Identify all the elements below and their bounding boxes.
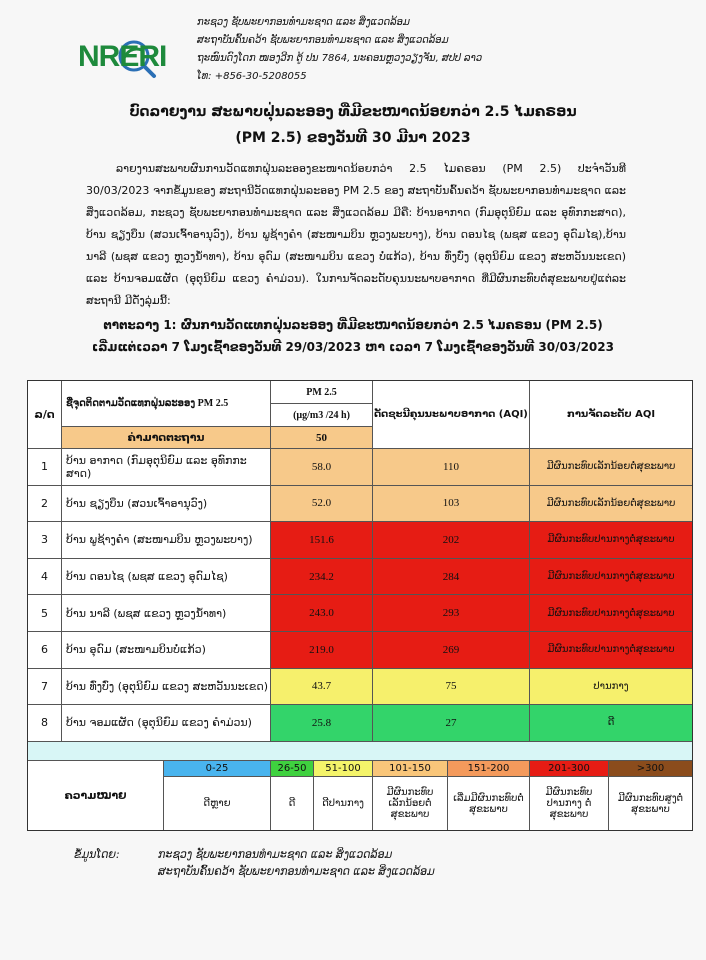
nreri-logo <box>72 18 172 84</box>
legend-range: 0-25 <box>164 761 271 777</box>
col-pm-unit: (µg/m3 /24 h) <box>271 404 373 427</box>
row-pm: 151.6 <box>271 522 373 559</box>
row-level: ມີຜົນກະທົບປານກາງຕໍ່ສຸຂະພາບ <box>530 595 692 632</box>
row-level: ມີຜົນກະທົບເລັກນ້ອຍຕໍ່ສຸຂະພາບ <box>530 449 692 486</box>
row-no: 4 <box>28 559 62 596</box>
standard-label: ຄ່າມາດຕະຖານ <box>62 427 271 449</box>
standard-value: 50 <box>271 427 373 449</box>
col-no-header: ລ/ດ <box>28 381 62 449</box>
footer-ministry: ກະຊວງ ຊັບພະຍາກອນທຳມະຊາດ ແລະ ສິ່ງແວດລ້ອມ <box>158 848 393 861</box>
legend-range: 151-200 <box>448 761 530 777</box>
footer-label: ຂໍ້ມູນໂດຍ: <box>74 848 120 861</box>
row-level: ມີຜົນກະທົບປານກາງຕໍ່ສຸຂະພາບ <box>530 522 692 559</box>
row-no: 7 <box>28 669 62 706</box>
legend-meaning: ມີຜົນກະທົບສູງຕໍ່ສຸຂະພາບ <box>609 777 692 830</box>
row-level: ມີຜົນກະທົບປານກາງຕໍ່ສຸຂະພາບ <box>530 632 692 669</box>
row-aqi: 284 <box>373 559 530 596</box>
legend-meaning: ດີປານກາງ <box>314 777 373 830</box>
header-ministry: ກະຊວງ ຊັບພະຍາກອນທຳມະຊາດ ແລະ ສິ່ງແວດລ້ອມ <box>197 17 410 28</box>
col-pm-header: PM 2.5 <box>271 381 373 404</box>
header-phone: ໂທ: +856-30-5208055 <box>197 71 307 82</box>
row-no: 3 <box>28 522 62 559</box>
legend-label: ຄວາມໝາຍ <box>28 761 164 830</box>
legend-meaning: ເລີ່ມມີຜົນກະທົບຕໍ່ສຸຂະພາບ <box>448 777 530 830</box>
table-caption: ຕາຕະລາງ 1: ຜົນການວັດແທກຝຸ່ນລະອອງ ທີ່ມີຂະໜາດນ້ອຍກວ່າ 2.5 ໄມຄຣອນ (PM 2.5) <box>103 318 603 332</box>
row-no: 6 <box>28 632 62 669</box>
row-station: ບ້ານ ພູຊ້າງຄຳ (ສະໜາມບິນ ຫຼວງພະບາງ) <box>62 522 271 559</box>
row-pm: 43.7 <box>271 669 373 706</box>
table-spacer <box>28 742 692 761</box>
row-station: ບ້ານ ອາກາດ (ກົມອຸຕຸນິຍົມ ແລະ ອຸທົກກະສາດ) <box>62 449 271 486</box>
row-no: 8 <box>28 705 62 742</box>
row-station: ບ້ານ ດອນໄຊ (ພຊສ ແຂວງ ອຸດົມໄຊ) <box>62 559 271 596</box>
row-station: ບ້ານ ນາລີ (ພຊສ ແຂວງ ຫຼວງນ້ຳທາ) <box>62 595 271 632</box>
row-no: 5 <box>28 595 62 632</box>
row-aqi: 202 <box>373 522 530 559</box>
report-title: ບົດລາຍງານ ສະພາບຝຸ່ນລະອອງ ທີ່ມີຂະໜາດນ້ອຍກວ່າ 2.5 ໄມຄຣອນ <box>129 104 577 120</box>
legend-range: 51-100 <box>314 761 373 777</box>
row-station: ບ້ານ ທົ່ງບົ່ງ (ອຸຕຸນິຍົມ ແຂວງ ສະຫວັນນະເຂດ) <box>62 669 271 706</box>
row-station: ບ້ານ ຈອມແຜັດ (ອຸຕຸນິຍົມ ແຂວງ ຄຳມ່ວນ) <box>62 705 271 742</box>
legend-range: 201-300 <box>530 761 609 777</box>
row-pm: 52.0 <box>271 486 373 523</box>
legend-meaning: ດີ <box>271 777 314 830</box>
row-station: ບ້ານ ອຸດົມ (ສະໜາມບິນບໍ່ແກ້ວ) <box>62 632 271 669</box>
row-aqi: 110 <box>373 449 530 486</box>
legend-range: >300 <box>609 761 692 777</box>
row-pm: 234.2 <box>271 559 373 596</box>
legend-range: 26-50 <box>271 761 314 777</box>
row-station: ບ້ານ ຊຽງບຶນ (ສວນເຈົ້າອານຸວົງ) <box>62 486 271 523</box>
row-pm: 243.0 <box>271 595 373 632</box>
row-no: 1 <box>28 449 62 486</box>
report-title-date: (PM 2.5) ຂອງວັນທີ 30 ມີນາ 2023 <box>235 130 471 146</box>
row-pm: 219.0 <box>271 632 373 669</box>
header-address: ຖະໜົນດົງໂດກ ໜອງວີກ ຕູ້ ປນ 7864, ນະຄອນຫຼວງວຽງຈັນ, ສປປ ລາວ <box>197 53 483 64</box>
row-pm: 58.0 <box>271 449 373 486</box>
footer-institute: ສະຖາບັນຄົ້ນຄວ້າ ຊັບພະຍາກອນທຳມະຊາດ ແລະ ສິ່ງແວດລ້ອມ <box>158 865 435 878</box>
row-level: ມີຜົນກະທົບເລັກນ້ອຍຕໍ່ສຸຂະພາບ <box>530 486 692 523</box>
row-level: ປານກາງ <box>530 669 692 706</box>
footer-source <box>74 846 435 880</box>
pm25-table <box>27 380 693 831</box>
legend-range: 101-150 <box>373 761 448 777</box>
logo-text: NRERI <box>78 40 167 73</box>
row-pm: 25.8 <box>271 705 373 742</box>
row-aqi: 27 <box>373 705 530 742</box>
table-period: ເລີ່ມແຕ່ເວລາ 7 ໂມງເຊົ້າຂອງວັນທີ 29/03/2023 ຫາ ເວລາ 7 ໂມງເຊົ້າຂອງວັນທີ 30/03/2023 <box>92 340 614 354</box>
legend-meaning: ມີຜົນກະທົບປານກາງ ຕໍ່ສຸຂະພາບ <box>530 777 609 830</box>
row-aqi: 75 <box>373 669 530 706</box>
row-no: 2 <box>28 486 62 523</box>
col-station-header: ຊື່ຈຸດຕິດຕາມວັດແທກຝຸ່ນລະອອງ PM 2.5 <box>62 381 271 427</box>
row-aqi: 269 <box>373 632 530 669</box>
col-aqi-header: ດັດຊະນີຄຸນນະພາບອາກາດ (AQI) <box>373 381 530 449</box>
header-institute: ສະຖາບັນຄົ້ນຄວ້າ ຊັບພະຍາກອນທຳມະຊາດ ແລະ ສິ່ງແວດລ້ອມ <box>197 35 449 46</box>
legend-meaning: ມີຜົນກະທົບເລັກນ້ອຍຕໍ່ສຸຂະພາບ <box>373 777 448 830</box>
row-level: ດີ <box>530 705 692 742</box>
col-level-header: ການຈັດລະດັບ AQI <box>530 381 692 449</box>
intro-paragraph: ລາຍງານສະພາບຜົນການວັດແທກຝຸ່ນລະອອງຂະໜາດນ້ອຍກວ່າ 2.5 ໄມຄຣອນ (PM 2.5) ປະຈຳວັນທີ 30/03/2023 ຈາກຂໍ້ມູນຂອງ ສະຖານີວັດແທກຝຸ່ນລະອອງ PM 2.5 ຂອງ ສະຖາບັນຄົ້ນຄວ້າ ຊັບພະຍາກອນທຳມະຊາດ ແລະ ສິ່ງແວດລ້ອມ, ກະຊວງ ຊັບພະຍາກອນທຳມະຊາດ ແລະ ສິ່ງແວດລ້ອມ ມີຄື: ບ້ານອາກາດ (ກົມອຸຕຸນິຍົມ ແລະ ອຸທົກກະສາດ), ບ້ານ ຊຽງບຶນ (ສວນເຈົ້າອານຸວົງ), ບ້ານ ພູຊ້າງຄຳ (ສະໜາມບິນ ຫຼວງພະບາງ), ບ້ານ ດອນໄຊ (ພຊສ ແຂວງ ອຸດົມໄຊ),ບ້ານ ນາລີ (ພຊສ ແຂວງ ຫຼວງນ້ຳທາ), ບ້ານ ອຸດົມ (ສະໜາມບິນ ແຂວງ ບໍ່ແກ້ວ), ບ້ານ ທົ່ງບົ່ງ (ອຸຕຸນິຍົມ ແຂວງ ສະຫວັນນະເຂດ) ແລະ ບ້ານຈອມແຜັດ (ອຸຕຸນິຍົມ ແຂວງ ຄຳມ່ວນ). ໃນການຈັດລະດັບຄຸນນະພາບອາກາດ ທີ່ມີຜົນກະທົບຕໍ່ສຸຂະພາບຢູ່ແຕ່ລະສະຖານີ ມີດັ່ງລຸ່ມນີ້: <box>86 162 626 307</box>
row-aqi: 103 <box>373 486 530 523</box>
row-level: ມີຜົນກະທົບປານກາງຕໍ່ສຸຂະພາບ <box>530 559 692 596</box>
legend-meaning: ດີຫຼາຍ <box>164 777 271 830</box>
row-aqi: 293 <box>373 595 530 632</box>
